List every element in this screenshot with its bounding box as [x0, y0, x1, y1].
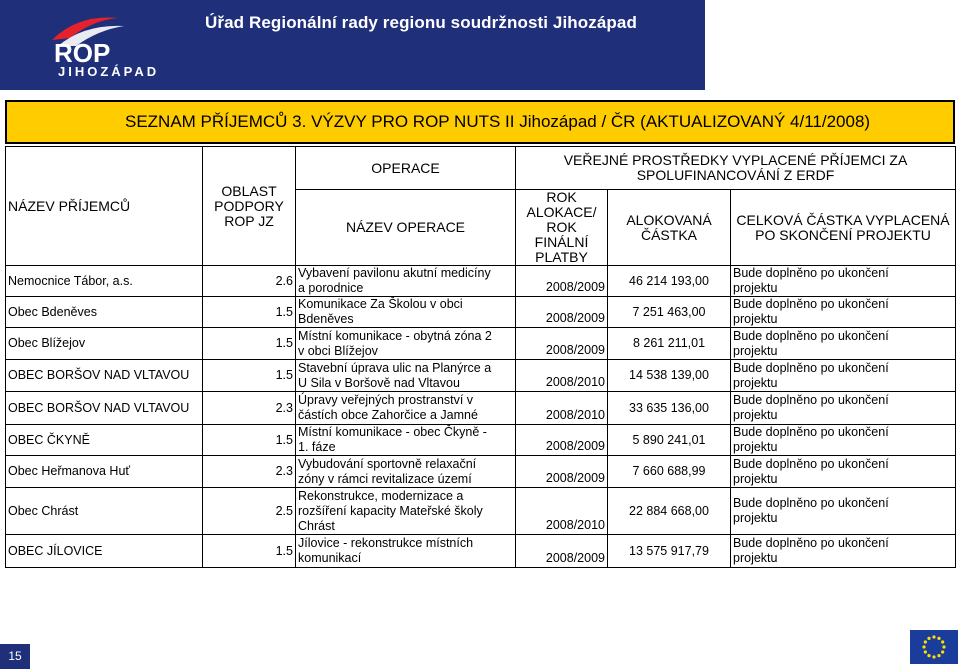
status-cell: [731, 488, 956, 535]
area-code: 2.6: [275, 273, 293, 288]
status-line: projektu: [733, 375, 778, 390]
allocation-year: 2008/2009: [545, 471, 605, 485]
eu-star-icon: [924, 640, 927, 643]
year-cell: [516, 297, 608, 328]
allocation-year: 2008/2009: [545, 280, 605, 294]
logo-subtitle: JIHOZÁPAD: [58, 64, 160, 79]
banner-title: Úřad Regionální rady regionu soudržnosti Jihozápad: [205, 13, 637, 32]
table-row: [6, 360, 956, 392]
page-number: 15: [0, 644, 30, 669]
recipient-name: OBEC BORŠOV NAD VLTAVOU: [8, 400, 190, 415]
table-row: [6, 328, 956, 360]
year-cell: [516, 266, 608, 297]
recipient-cell: [6, 328, 203, 360]
status-line: projektu: [733, 471, 778, 486]
operation-cell: [296, 425, 516, 456]
area-cell: [203, 297, 296, 328]
operation-line: Místní komunikace - obytná zóna 2: [298, 328, 492, 343]
status-cell: [731, 535, 956, 568]
table-row: [6, 425, 956, 456]
year-cell: [516, 488, 608, 535]
operation-line: Rekonstrukce, modernizace a: [298, 488, 464, 503]
allocated-amount: 13 575 917,79: [629, 543, 709, 558]
operation-cell: [296, 266, 516, 297]
eu-star-icon: [937, 637, 940, 640]
status-cell: [731, 328, 956, 360]
allocated-amount: 33 635 136,00: [629, 400, 709, 415]
recipient-cell: [6, 297, 203, 328]
operation-line: Stavební úprava ulic na Planýrce a: [298, 360, 492, 375]
amount-cell: [608, 297, 731, 328]
status-line: Bude doplněno po ukončení: [733, 393, 889, 407]
area-cell: [203, 392, 296, 425]
operation-cell: [296, 328, 516, 360]
allocation-year: 2008/2009: [545, 551, 605, 565]
operation-line: rozšíření kapacity Mateřské školy: [298, 503, 483, 518]
eu-star-icon: [932, 655, 935, 658]
operation-cell: [296, 535, 516, 568]
amount-cell: [608, 488, 731, 535]
table-row: [6, 392, 956, 425]
operation-cell: [296, 456, 516, 488]
operation-line: Komunikace Za Školou v obci: [298, 297, 463, 311]
header-recipient: NÁZEV PŘÍJEMCŮ: [6, 147, 203, 266]
recipient-name: Obec Chrást: [8, 503, 79, 518]
header-allocated: ALOKOVANÁ ČÁSTKA: [608, 190, 731, 266]
area-cell: [203, 328, 296, 360]
table-row: [6, 488, 956, 535]
operation-line: komunikací: [298, 551, 362, 565]
status-line: projektu: [733, 511, 778, 525]
operation-cell: [296, 297, 516, 328]
page-title: SEZNAM PŘÍJEMCŮ 3. VÝZVY PRO ROP NUTS II Jihozápad / ČR (AKTUALIZOVANÝ 4/11/2008): [125, 112, 871, 131]
operation-line: částích obce Zahorčice a Jamné: [298, 408, 478, 422]
area-code: 2.3: [275, 464, 293, 478]
recipient-name: Obec Blížejov: [8, 336, 86, 350]
allocated-amount: 8 261 211,01: [632, 336, 706, 350]
table-row: [6, 297, 956, 328]
eu-star-icon: [942, 645, 945, 648]
amount-cell: [608, 328, 731, 360]
year-cell: [516, 392, 608, 425]
area-code: 1.5: [275, 368, 293, 382]
operation-line: 1. fáze: [298, 440, 336, 454]
operation-line: U Sila v Boršově nad Vltavou: [298, 375, 460, 390]
recipient-name: Obec Heřmanova Huť: [8, 464, 131, 478]
area-cell: [203, 425, 296, 456]
area-code: 2.3: [275, 400, 293, 415]
recipient-cell: [6, 360, 203, 392]
operation-line: Jílovice - rekonstrukce místních: [298, 536, 474, 550]
status-line: Bude doplněno po ukončení: [733, 297, 889, 311]
eu-flag-icon: [910, 630, 958, 664]
table-row: [6, 535, 956, 568]
recipient-name: OBEC JÍLOVICE: [8, 543, 103, 558]
header-operation-name: NÁZEV OPERACE: [296, 190, 516, 266]
recipient-name: OBEC ČKYNĚ: [8, 432, 90, 447]
amount-cell: [608, 535, 731, 568]
operation-cell: [296, 488, 516, 535]
recipients-table: [5, 146, 956, 568]
year-cell: [516, 425, 608, 456]
status-line: Bude doplněno po ukončení: [733, 360, 889, 375]
status-line: Bude doplněno po ukončení: [733, 496, 889, 510]
status-line: Bude doplněno po ukončení: [733, 425, 889, 439]
status-cell: [731, 360, 956, 392]
table-body: [6, 266, 956, 568]
area-code: 1.5: [275, 336, 293, 350]
page-title-bar: [5, 100, 955, 144]
year-cell: [516, 360, 608, 392]
amount-cell: [608, 392, 731, 425]
area-cell: [203, 535, 296, 568]
amount-cell: [608, 425, 731, 456]
status-cell: [731, 392, 956, 425]
allocation-year: 2008/2010: [545, 408, 605, 422]
allocation-year: 2008/2010: [545, 518, 605, 532]
recipient-cell: [6, 266, 203, 297]
amount-cell: [608, 360, 731, 392]
header-total: CELKOVÁ ČÁSTKA VYPLACENÁ PO SKONČENÍ PROJEKTU: [731, 190, 956, 266]
allocated-amount: 22 884 668,00: [629, 503, 709, 518]
amount-cell: [608, 266, 731, 297]
eu-star-icon: [927, 654, 930, 657]
area-code: 1.5: [275, 432, 293, 447]
table-row: [6, 266, 956, 297]
eu-star-icon: [941, 640, 944, 643]
operation-line: a porodnice: [298, 281, 364, 295]
year-cell: [516, 456, 608, 488]
recipient-cell: [6, 456, 203, 488]
table-row: [6, 456, 956, 488]
status-line: Bude doplněno po ukončení: [733, 456, 889, 471]
area-cell: [203, 266, 296, 297]
year-cell: [516, 535, 608, 568]
recipient-cell: [6, 488, 203, 535]
status-line: projektu: [733, 312, 778, 326]
status-line: Bude doplněno po ukončení: [733, 266, 889, 280]
area-code: 1.5: [275, 543, 293, 558]
recipient-cell: [6, 535, 203, 568]
status-line: projektu: [733, 343, 778, 358]
status-cell: [731, 297, 956, 328]
area-cell: [203, 456, 296, 488]
status-cell: [731, 456, 956, 488]
status-line: projektu: [733, 551, 778, 565]
operation-line: zóny v rámci revitalizace území: [298, 471, 472, 486]
status-line: projektu: [733, 440, 778, 454]
allocated-amount: 7 660 688,99: [632, 464, 706, 478]
operation-line: Místní komunikace - obec Čkyně -: [298, 425, 487, 439]
recipient-cell: [6, 425, 203, 456]
allocated-amount: 46 214 193,00: [629, 273, 709, 288]
eu-star-icon: [941, 650, 944, 653]
operation-line: Vybavení pavilonu akutní medicíny: [298, 266, 491, 280]
recipient-name: Nemocnice Tábor, a.s.: [8, 273, 133, 288]
header-operation: OPERACE: [296, 147, 516, 190]
rop-logo-icon: [48, 10, 138, 66]
operation-line: Bdeněves: [298, 312, 354, 326]
area-cell: [203, 360, 296, 392]
eu-star-icon: [922, 645, 925, 648]
allocated-amount: 7 251 463,00: [632, 304, 706, 319]
status-line: Bude doplněno po ukončení: [733, 536, 889, 550]
allocation-year: 2008/2009: [545, 311, 605, 325]
year-cell: [516, 328, 608, 360]
recipient-name: Obec Bdeněves: [8, 304, 97, 319]
allocated-amount: 14 538 139,00: [629, 368, 709, 382]
status-cell: [731, 266, 956, 297]
area-cell: [203, 488, 296, 535]
allocation-year: 2008/2010: [545, 375, 605, 389]
recipient-cell: [6, 392, 203, 425]
eu-star-icon: [924, 650, 927, 653]
banner-blank: [705, 0, 960, 90]
area-code: 1.5: [275, 304, 293, 319]
operation-cell: [296, 392, 516, 425]
operation-line: v obci Blížejov: [298, 343, 378, 358]
header-public-funds: VEŘEJNÉ PROSTŘEDKY VYPLACENÉ PŘÍJEMCI ZA SPOLUFINANCOVÁNÍ Z ERDF: [516, 147, 956, 190]
area-code: 2.5: [275, 503, 293, 518]
status-line: projektu: [733, 408, 778, 422]
eu-star-icon: [937, 654, 940, 657]
amount-cell: [608, 456, 731, 488]
header-area: OBLAST PODPORY ROP JZ: [203, 147, 296, 266]
operation-line: Úpravy veřejných prostranství v: [298, 393, 474, 407]
allocation-year: 2008/2009: [545, 343, 605, 357]
status-line: projektu: [733, 281, 778, 295]
eu-star-icon: [927, 637, 930, 640]
header-banner: [0, 0, 705, 90]
operation-cell: [296, 360, 516, 392]
status-line: Bude doplněno po ukončení: [733, 328, 889, 343]
header-allocation-year: ROK ALOKACE/ ROK FINÁLNÍ PLATBY: [516, 190, 608, 266]
operation-line: Vybudování sportovně relaxační: [298, 456, 477, 471]
operation-line: Chrást: [298, 518, 335, 533]
logo-text: ROP: [54, 38, 111, 66]
eu-star-icon: [932, 635, 935, 638]
status-cell: [731, 425, 956, 456]
recipient-name: OBEC BORŠOV NAD VLTAVOU: [8, 368, 190, 382]
allocated-amount: 5 890 241,01: [632, 432, 706, 447]
allocation-year: 2008/2009: [545, 439, 605, 453]
